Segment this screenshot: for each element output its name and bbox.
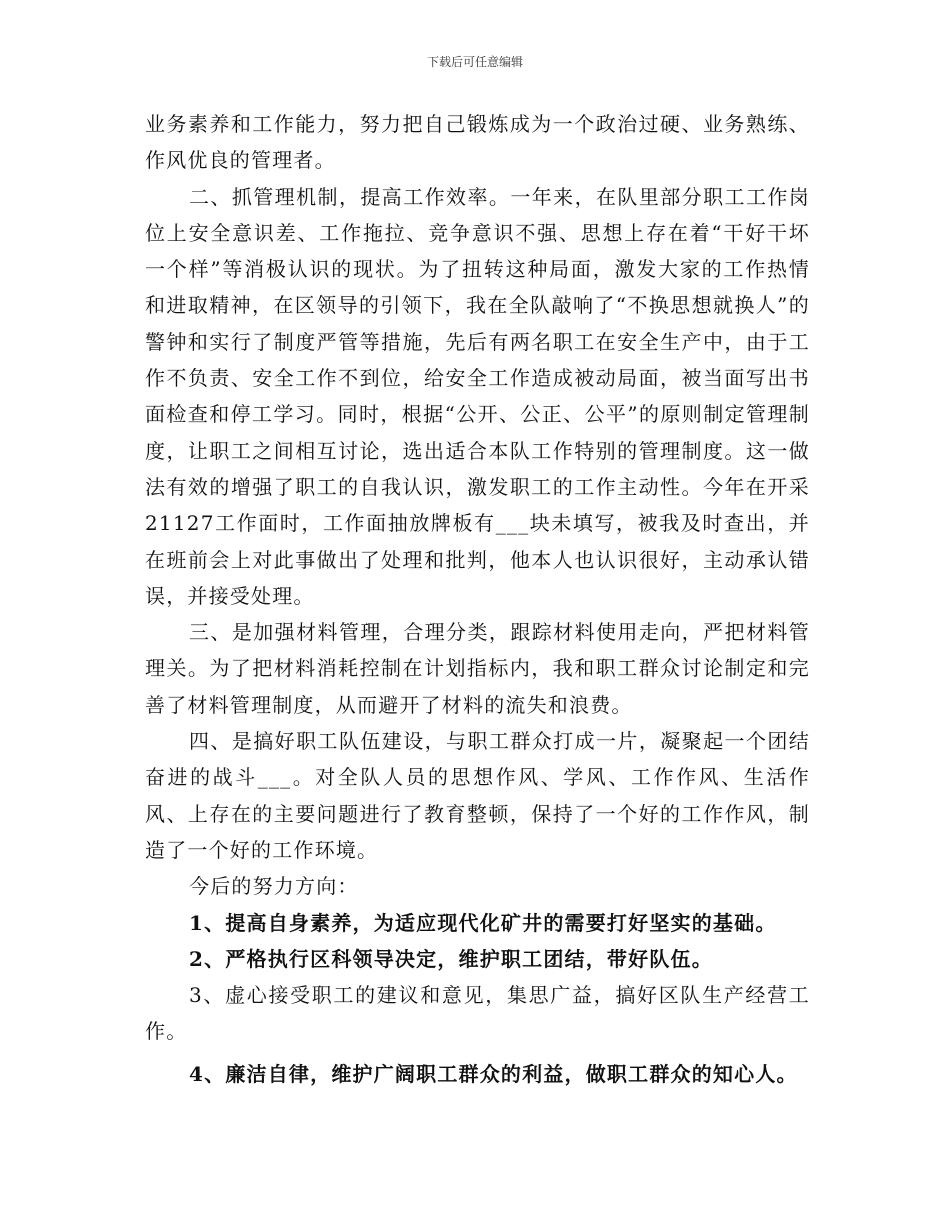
paragraph-continuation: 业务素养和工作能力，努力把自己锻炼成为一个政治过硬、业务熟练、作风优良的管理者。 <box>145 112 810 173</box>
section-heading-future-direction: 今后的努力方向： <box>189 874 359 899</box>
list-item-1: 1、提高自身素养，为适应现代化矿井的需要打好坚实的基础。 <box>189 910 777 935</box>
paragraph-management-mechanism: 二、抓管理机制，提高工作效率。一年来，在队里部分职工工作岗位上安全意识差、工作拖拉、竞争意识不强、思想上存在着“干好干坏一个样”等消极认识的现状。为了扭转这种局面，激发大家的工作热情和进取精神，在区领导的引领下，我在全队敲响了“不换思想就换人”的警钟和实行了制度严管等措施，先后有两名职工在安全生产中，由于工作不负责、安全工作不到位，给安全工作造成被动局面，被当面写出书面检查和停工学习。同时，根据“公开、公正、公平”的原则制定管理制度，让职工之间相互讨论，选出适合本队工作特别的管理制度。这一做法有效的增强了职工的自我认识，激发职工的工作主动性。今年在开采21127工作面时，工作面抽放牌板有___块未填写，被我及时查出，并在班前会上对此事做出了处理和批判，他本人也认识很好，主动承认错误，并接受处理。 <box>145 184 810 608</box>
list-item-3: 3、虚心接受职工的建议和意见，集思广益，搞好区队生产经营工作。 <box>145 983 810 1044</box>
paragraph-material-management: 三、是加强材料管理，合理分类，跟踪材料使用走向，严把材料管理关。为了把材料消耗控制在计划指标内，我和职工群众讨论制定和完善了材料管理制度，从而避开了材料的流失和浪费。 <box>145 620 810 717</box>
page-header: 下载后可任意编辑 <box>426 55 523 69</box>
list-item-4: 4、廉洁自律，维护广阔职工群众的利益，做职工群众的知心人。 <box>189 1061 798 1086</box>
document-body <box>145 106 810 1092</box>
paragraph-team-building: 四、是搞好职工队伍建设，与职工群众打成一片，凝聚起一个团结奋进的战斗___。对全队人员的思想作风、学风、工作作风、生活作风、上存在的主要问题进行了教育整顿，保持了一个好的工作作风，制造了一个好的工作环境。 <box>145 729 810 862</box>
list-item-2: 2、严格执行区科领导决定，维护职工团结，带好队伍。 <box>189 946 713 971</box>
